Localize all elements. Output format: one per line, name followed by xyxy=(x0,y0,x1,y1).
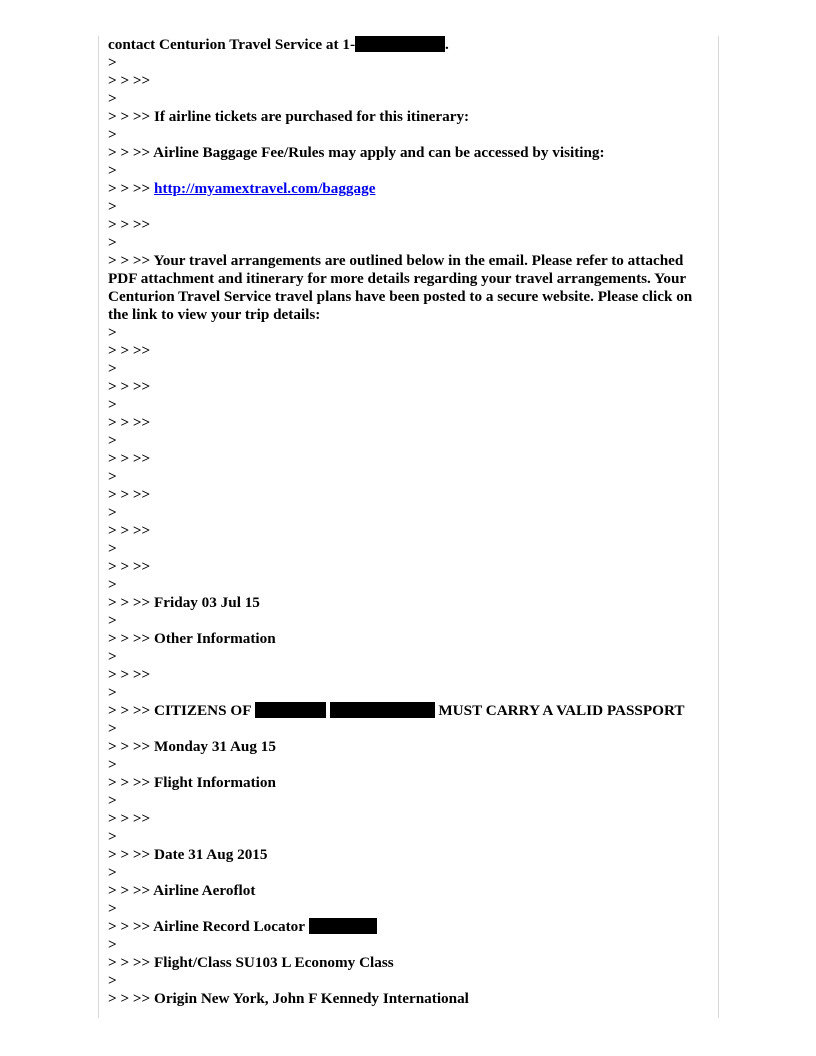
baggage-link[interactable]: http://myamextravel.com/baggage xyxy=(154,180,376,197)
quote-line: > xyxy=(108,468,117,485)
baggage-fee-line: > > >> Airline Baggage Fee/Rules may apply and can be accessed by visiting: xyxy=(108,144,605,161)
monday-date-line: > > >> Monday 31 Aug 15 xyxy=(108,738,276,755)
redacted-phone xyxy=(355,36,445,52)
other-information-heading: > > >> Other Information xyxy=(108,630,276,647)
airline-tickets-line: > > >> If airline tickets are purchased for this itinerary: xyxy=(108,108,470,125)
quote-line: > > >> xyxy=(108,342,151,359)
quote-line: > xyxy=(108,198,117,215)
quote-line: > xyxy=(108,162,117,179)
quote-prefix: > > >> xyxy=(108,180,155,197)
quote-line: > > >> xyxy=(108,72,151,89)
record-locator-line xyxy=(108,918,713,936)
quote-line: > xyxy=(108,864,117,881)
quote-line: > xyxy=(108,540,117,557)
quote-line: > xyxy=(108,648,117,665)
quote-line: > > >> xyxy=(108,522,151,539)
passport-notice-line xyxy=(108,702,713,720)
quote-line: > xyxy=(108,90,117,107)
quote-line: > > >> xyxy=(108,414,151,431)
quote-line: > xyxy=(108,756,117,773)
quote-line: > xyxy=(108,792,117,809)
quote-line: > xyxy=(108,972,117,989)
travel-arrangements-paragraph: > > >> Your travel arrangements are outlined below in the email. Please refer to attached PDF attachment and itinerary for more details regarding your travel arrangements. Your Centurion Travel Service travel plans have been posted to a secure website. Please click on the link to view your trip details: xyxy=(108,252,693,323)
quote-line: > xyxy=(108,720,117,737)
quote-line: > > >> xyxy=(108,810,151,827)
quote-line: > > >> xyxy=(108,216,151,233)
quote-line: > xyxy=(108,396,117,413)
quote-line: > xyxy=(108,576,117,593)
quote-line: > xyxy=(108,612,117,629)
quote-line: > xyxy=(108,936,117,953)
quote-line: > > >> xyxy=(108,378,151,395)
redacted-country-1 xyxy=(255,702,326,718)
record-locator-label: > > >> Airline Record Locator xyxy=(108,918,305,935)
redacted-locator xyxy=(309,918,377,934)
quote-line: > xyxy=(108,54,117,71)
quote-line: > > >> xyxy=(108,666,151,683)
quote-line: > xyxy=(108,126,117,143)
airline-line: > > >> Airline Aeroflot xyxy=(108,882,256,899)
quote-line: > xyxy=(108,360,117,377)
contact-period: . xyxy=(445,36,449,53)
quote-line: > xyxy=(108,684,117,701)
quote-line: > xyxy=(108,234,117,251)
contact-text: contact Centurion Travel Service at 1- xyxy=(108,36,356,53)
quote-line: > xyxy=(108,432,117,449)
quote-line: > xyxy=(108,504,117,521)
baggage-link-line xyxy=(108,180,713,198)
flight-class-line: > > >> Flight/Class SU103 L Economy Class xyxy=(108,954,394,971)
quote-line: > > >> xyxy=(108,450,151,467)
contact-line xyxy=(108,36,713,54)
friday-date-line: > > >> Friday 03 Jul 15 xyxy=(108,594,260,611)
redacted-country-2 xyxy=(330,702,435,718)
quote-line: > > >> xyxy=(108,486,151,503)
citizens-text: > > >> CITIZENS OF xyxy=(108,702,251,719)
origin-line: > > >> Origin New York, John F Kennedy International xyxy=(108,990,469,1007)
quote-line: > xyxy=(108,828,117,845)
quote-line: > xyxy=(108,900,117,917)
passport-text: MUST CARRY A VALID PASSPORT xyxy=(438,702,685,719)
email-body xyxy=(108,36,713,1008)
quote-line: > xyxy=(108,324,117,341)
flight-information-heading: > > >> Flight Information xyxy=(108,774,276,791)
quote-line: > > >> xyxy=(108,558,151,575)
flight-date-line: > > >> Date 31 Aug 2015 xyxy=(108,846,268,863)
